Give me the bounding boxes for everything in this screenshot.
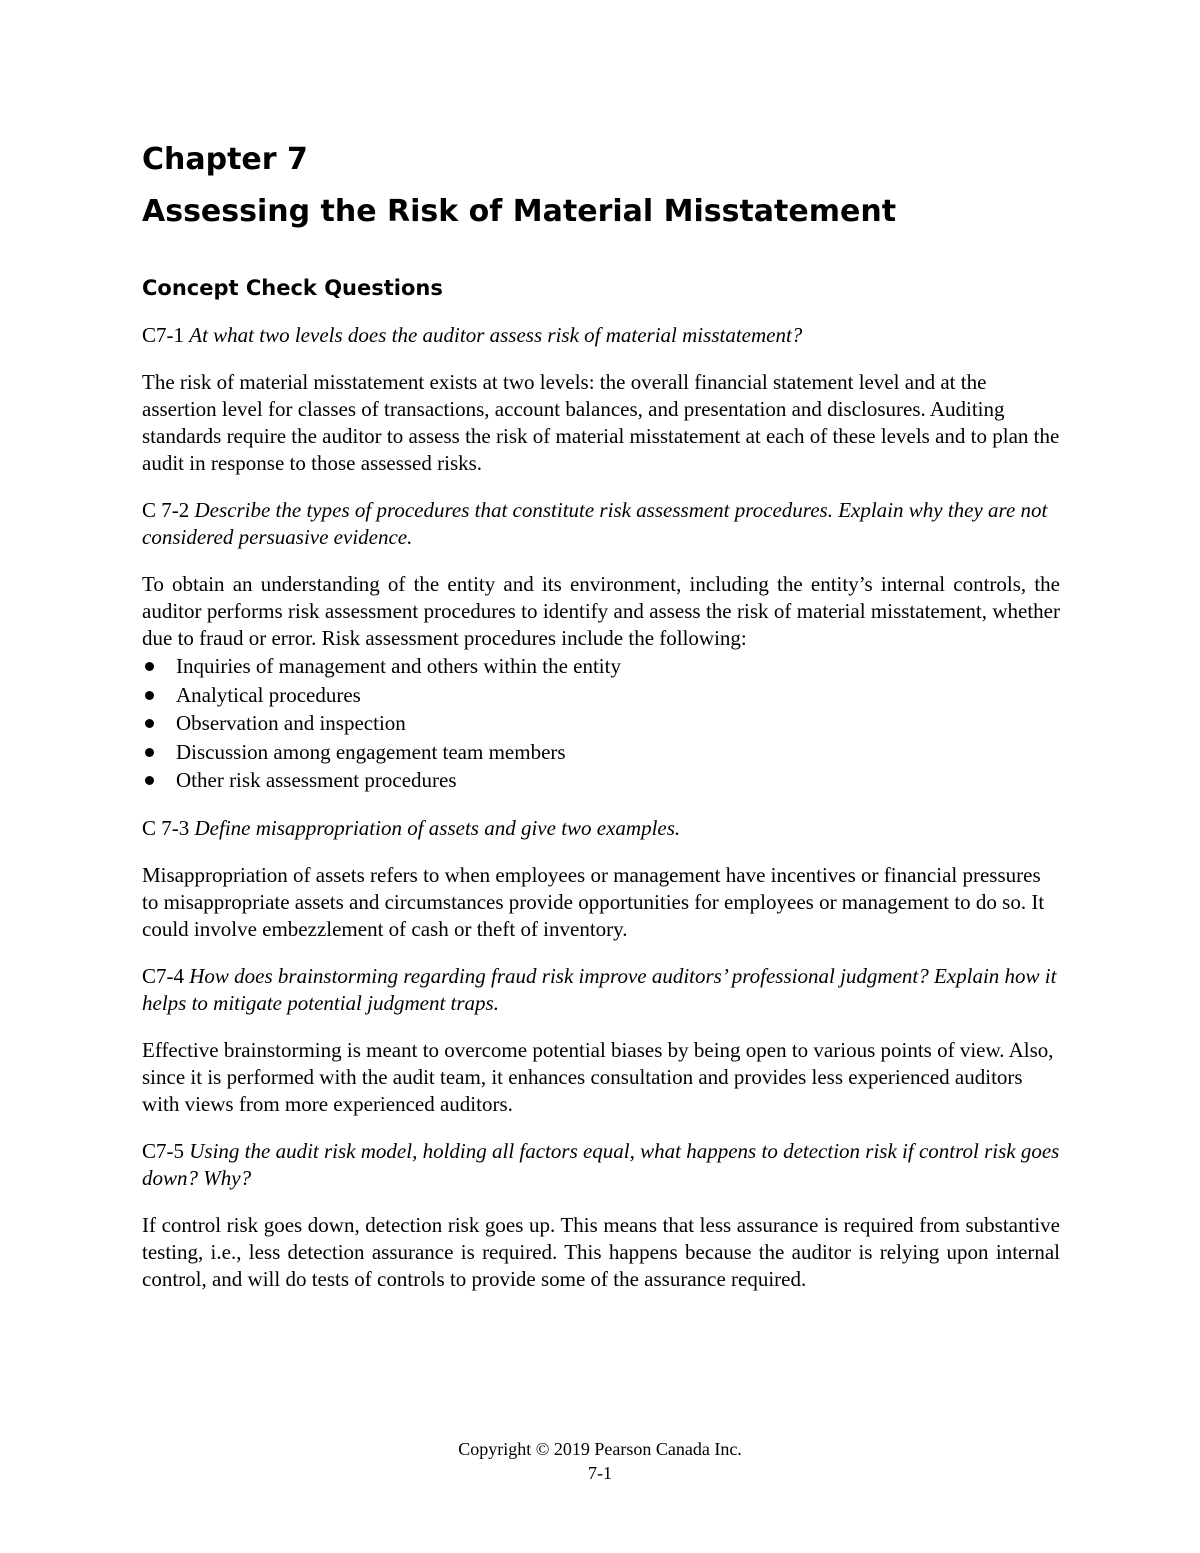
list-item-text: Inquiries of management and others within the entity	[176, 654, 621, 678]
chapter-subtitle: Assessing the Risk of Material Misstatement	[142, 194, 897, 229]
question-text: At what two levels does the auditor assess risk of material misstatement?	[189, 323, 803, 347]
answer-text: Effective brainstorming is meant to overcome potential biases by being open to various points of view. Also, since it is performed with the audit team, it enhances consultation and provides less experienced auditors with views from more experienced auditors.	[142, 1037, 1054, 1116]
list-item	[142, 766, 1060, 795]
qa-block-4	[142, 963, 1060, 1118]
qa-block-1	[142, 322, 1060, 477]
question	[142, 322, 1060, 349]
footer-copyright: Copyright © 2019 Pearson Canada Inc.	[458, 1439, 742, 1459]
question-text: Define misappropriation of assets and give two examples.	[194, 815, 681, 840]
list-item-text: Analytical procedures	[176, 682, 361, 707]
question-number: C7-5	[142, 1138, 184, 1163]
section-heading: Concept Check Questions	[142, 276, 443, 300]
bullet-list	[142, 652, 1060, 795]
bullet-icon	[145, 662, 154, 671]
list-item	[142, 709, 1060, 738]
question	[142, 815, 1060, 842]
question	[142, 1138, 1060, 1192]
list-item	[142, 652, 1060, 681]
answer-text: To obtain an understanding of the entity and its environment, including the entity’s internal controls, the auditor performs risk assessment procedures to identify and assess the risk of material misstatement, whether due to fraud or error. Risk assessment procedures include the following:	[142, 572, 1060, 650]
question-number: C7-1	[142, 323, 184, 347]
qa-block-2	[142, 497, 1060, 795]
question-number: C 7-3	[142, 815, 190, 840]
bullet-icon	[145, 748, 154, 757]
chapter-title: Chapter 7	[142, 142, 308, 177]
qa-block-5	[142, 1138, 1060, 1293]
question-number: C7-4	[142, 963, 184, 988]
question-text: How does brainstorming regarding fraud risk improve auditors’ professional judgment? Explain how it helps to mitigate potential judgment traps.	[142, 963, 1057, 1015]
question-text: Using the audit risk model, holding all factors equal, what happens to detection risk if control risk goes down? Why?	[142, 1138, 1060, 1190]
bullet-icon	[145, 776, 154, 785]
list-item-text: Discussion among engagement team members	[176, 739, 566, 764]
qa-block-3	[142, 815, 1060, 943]
question	[142, 963, 1060, 1017]
list-item	[142, 738, 1060, 767]
page-content	[142, 142, 1060, 1293]
question	[142, 497, 1060, 551]
answer-text: The risk of material misstatement exists at two levels: the overall financial statement level and at the assertion level for classes of transactions, account balances, and presentation and disclosures. Auditing standards require the auditor to assess the risk of material misstatement at each of these levels and to plan the audit in response to those assessed risks.	[142, 370, 1060, 475]
footer-page-number: 7-1	[588, 1463, 612, 1483]
question-text: Describe the types of procedures that constitute risk assessment procedures. Explain why they are not considered persuasive evidence.	[142, 498, 1048, 549]
bullet-icon	[145, 691, 154, 700]
answer-text: Misappropriation of assets refers to when employees or management have incentives or financial pressures to misappropriate assets and circumstances provide opportunities for employees or management to do so. It could involve embezzlement of cash or theft of inventory.	[142, 862, 1045, 941]
list-item-text: Other risk assessment procedures	[176, 768, 457, 792]
answer-text: If control risk goes down, detection risk goes up. This means that less assurance is required from substantive testing, i.e., less detection assurance is required. This happens because the auditor is relying upon internal control, and will do tests of controls to provide some of the assurance required.	[142, 1212, 1060, 1291]
list-item-text: Observation and inspection	[176, 711, 406, 735]
list-item	[142, 681, 1060, 710]
bullet-icon	[145, 719, 154, 728]
question-number: C 7-2	[142, 498, 190, 522]
